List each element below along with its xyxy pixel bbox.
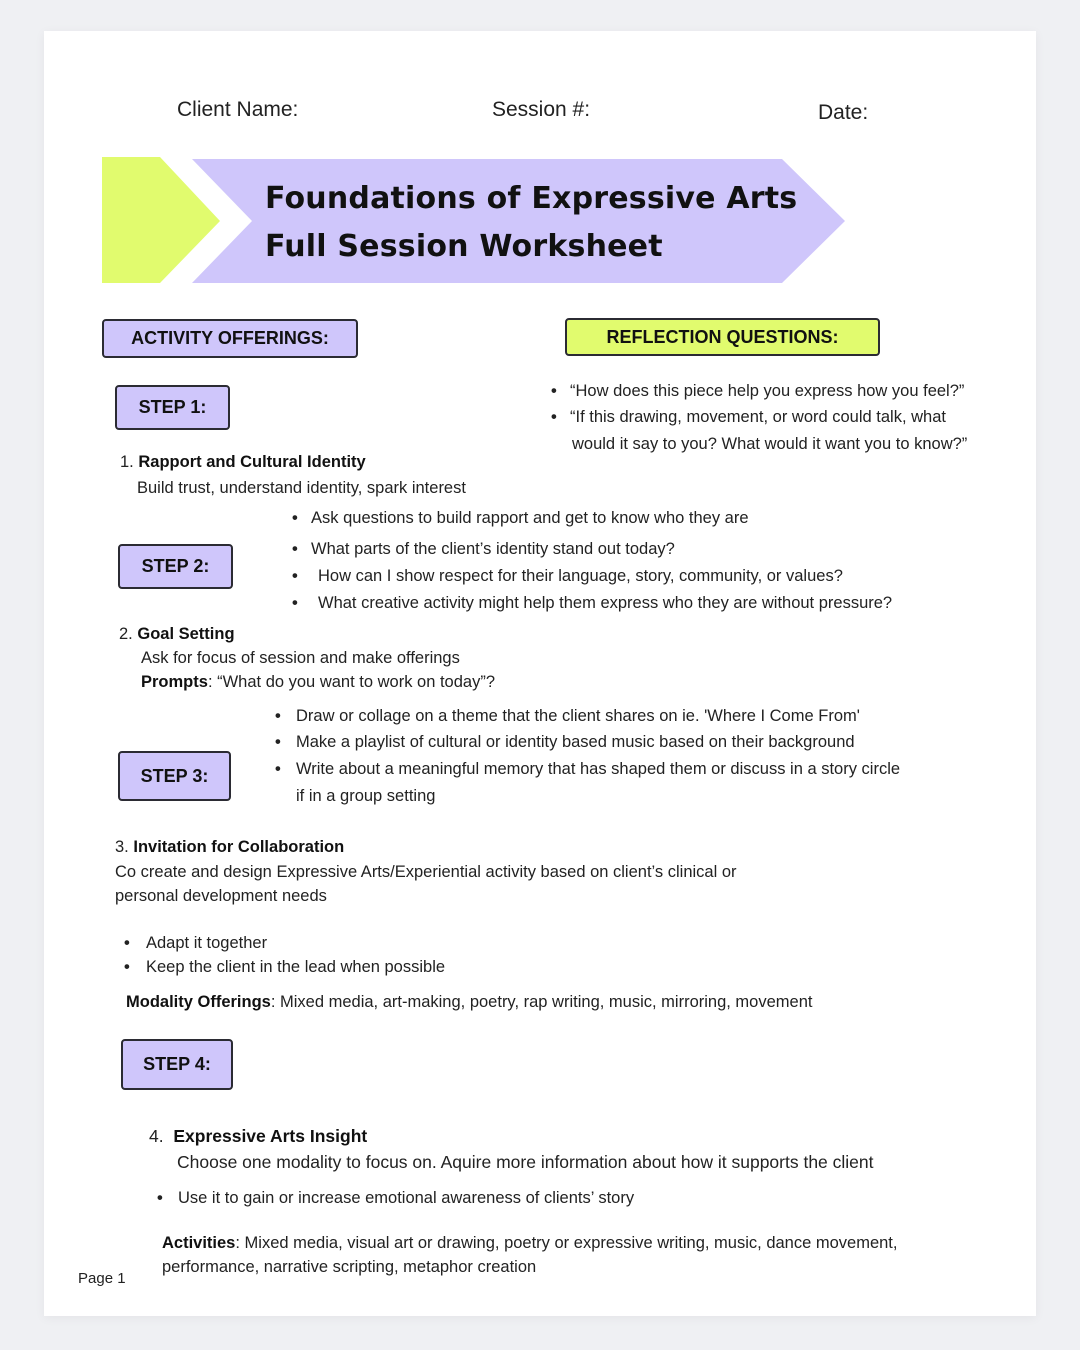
section-2-bullet: • Make a playlist of cultural or identity based music based on their background [275, 733, 855, 751]
activities-line2: performance, narrative scripting, metaphor creation [162, 1258, 537, 1276]
client-name-label: Client Name: [177, 98, 299, 121]
section-3-text-line2: personal development needs [115, 887, 327, 905]
session-number-label: Session #: [492, 98, 591, 121]
section-2-heading: 2. Goal Setting [119, 625, 235, 643]
banner-title-line2: Full Session Worksheet [265, 229, 663, 264]
lime-chevron-shape [102, 157, 220, 283]
section-4-heading: 4. Expressive Arts Insight [149, 1126, 368, 1146]
lavender-arrow-shape [192, 159, 845, 283]
page-number: Page 1 [78, 1270, 126, 1287]
activity-offerings-label: ACTIVITY OFFERINGS: [102, 319, 358, 358]
section-2-subtitle: Ask for focus of session and make offerings [141, 649, 460, 667]
section-1-subtitle: Build trust, understand identity, spark interest [137, 479, 466, 497]
section-2-bullet: • Draw or collage on a theme that the client shares on ie. 'Where I Come From' [275, 707, 860, 725]
step-1-label: STEP 1: [115, 385, 230, 430]
section-1-bullet: • Ask questions to build rapport and get to know who they are [292, 509, 749, 527]
step-2-label: STEP 2: [118, 544, 233, 589]
section-3-text-line1: Co create and design Expressive Arts/Experiential activity based on client’s clinical or [115, 863, 737, 881]
section-1-bullet: • How can I show respect for their language, story, community, or values? [292, 567, 843, 585]
title-banner [100, 157, 848, 285]
step-4-label: STEP 4: [121, 1039, 233, 1090]
reflection-question-item: • “If this drawing, movement, or word could talk, what [551, 408, 946, 426]
section-1-heading: 1. Rapport and Cultural Identity [120, 453, 366, 471]
activities-line1: Activities: Mixed media, visual art or drawing, poetry or expressive writing, music, dance movement, [162, 1234, 898, 1252]
section-2-bullet: • Write about a meaningful memory that has shaped them or discuss in a story circle [275, 760, 901, 778]
reflection-question-item: • “How does this piece help you express how you feel?” [551, 382, 965, 400]
section-2-bullet-continuation: if in a group setting [296, 787, 436, 805]
banner-arrows [100, 157, 848, 285]
section-1-bullet: • What parts of the client’s identity stand out today? [292, 540, 675, 558]
reflection-question-continuation: would it say to you? What would it want you to know?” [572, 435, 968, 453]
section-3-bullet: • Adapt it together [124, 934, 268, 952]
reflection-questions-label: REFLECTION QUESTIONS: [565, 318, 880, 356]
section-4-subtitle: Choose one modality to focus on. Aquire more information about how it supports the client [177, 1152, 874, 1172]
banner-title-line1: Foundations of Expressive Arts [265, 181, 798, 216]
section-1-bullet: • What creative activity might help them express who they are without pressure? [292, 594, 893, 612]
section-4-bullet: • Use it to gain or increase emotional awareness of clients’ story [157, 1189, 635, 1207]
modality-offerings: Modality Offerings: Mixed media, art-making, poetry, rap writing, music, mirroring, movement [126, 993, 813, 1011]
section-3-heading: 3. Invitation for Collaboration [115, 838, 345, 856]
section-3-bullet: • Keep the client in the lead when possible [124, 958, 446, 976]
date-label: Date: [818, 101, 869, 124]
section-2-prompts: Prompts: “What do you want to work on today”? [141, 673, 495, 691]
step-3-label: STEP 3: [118, 751, 231, 801]
